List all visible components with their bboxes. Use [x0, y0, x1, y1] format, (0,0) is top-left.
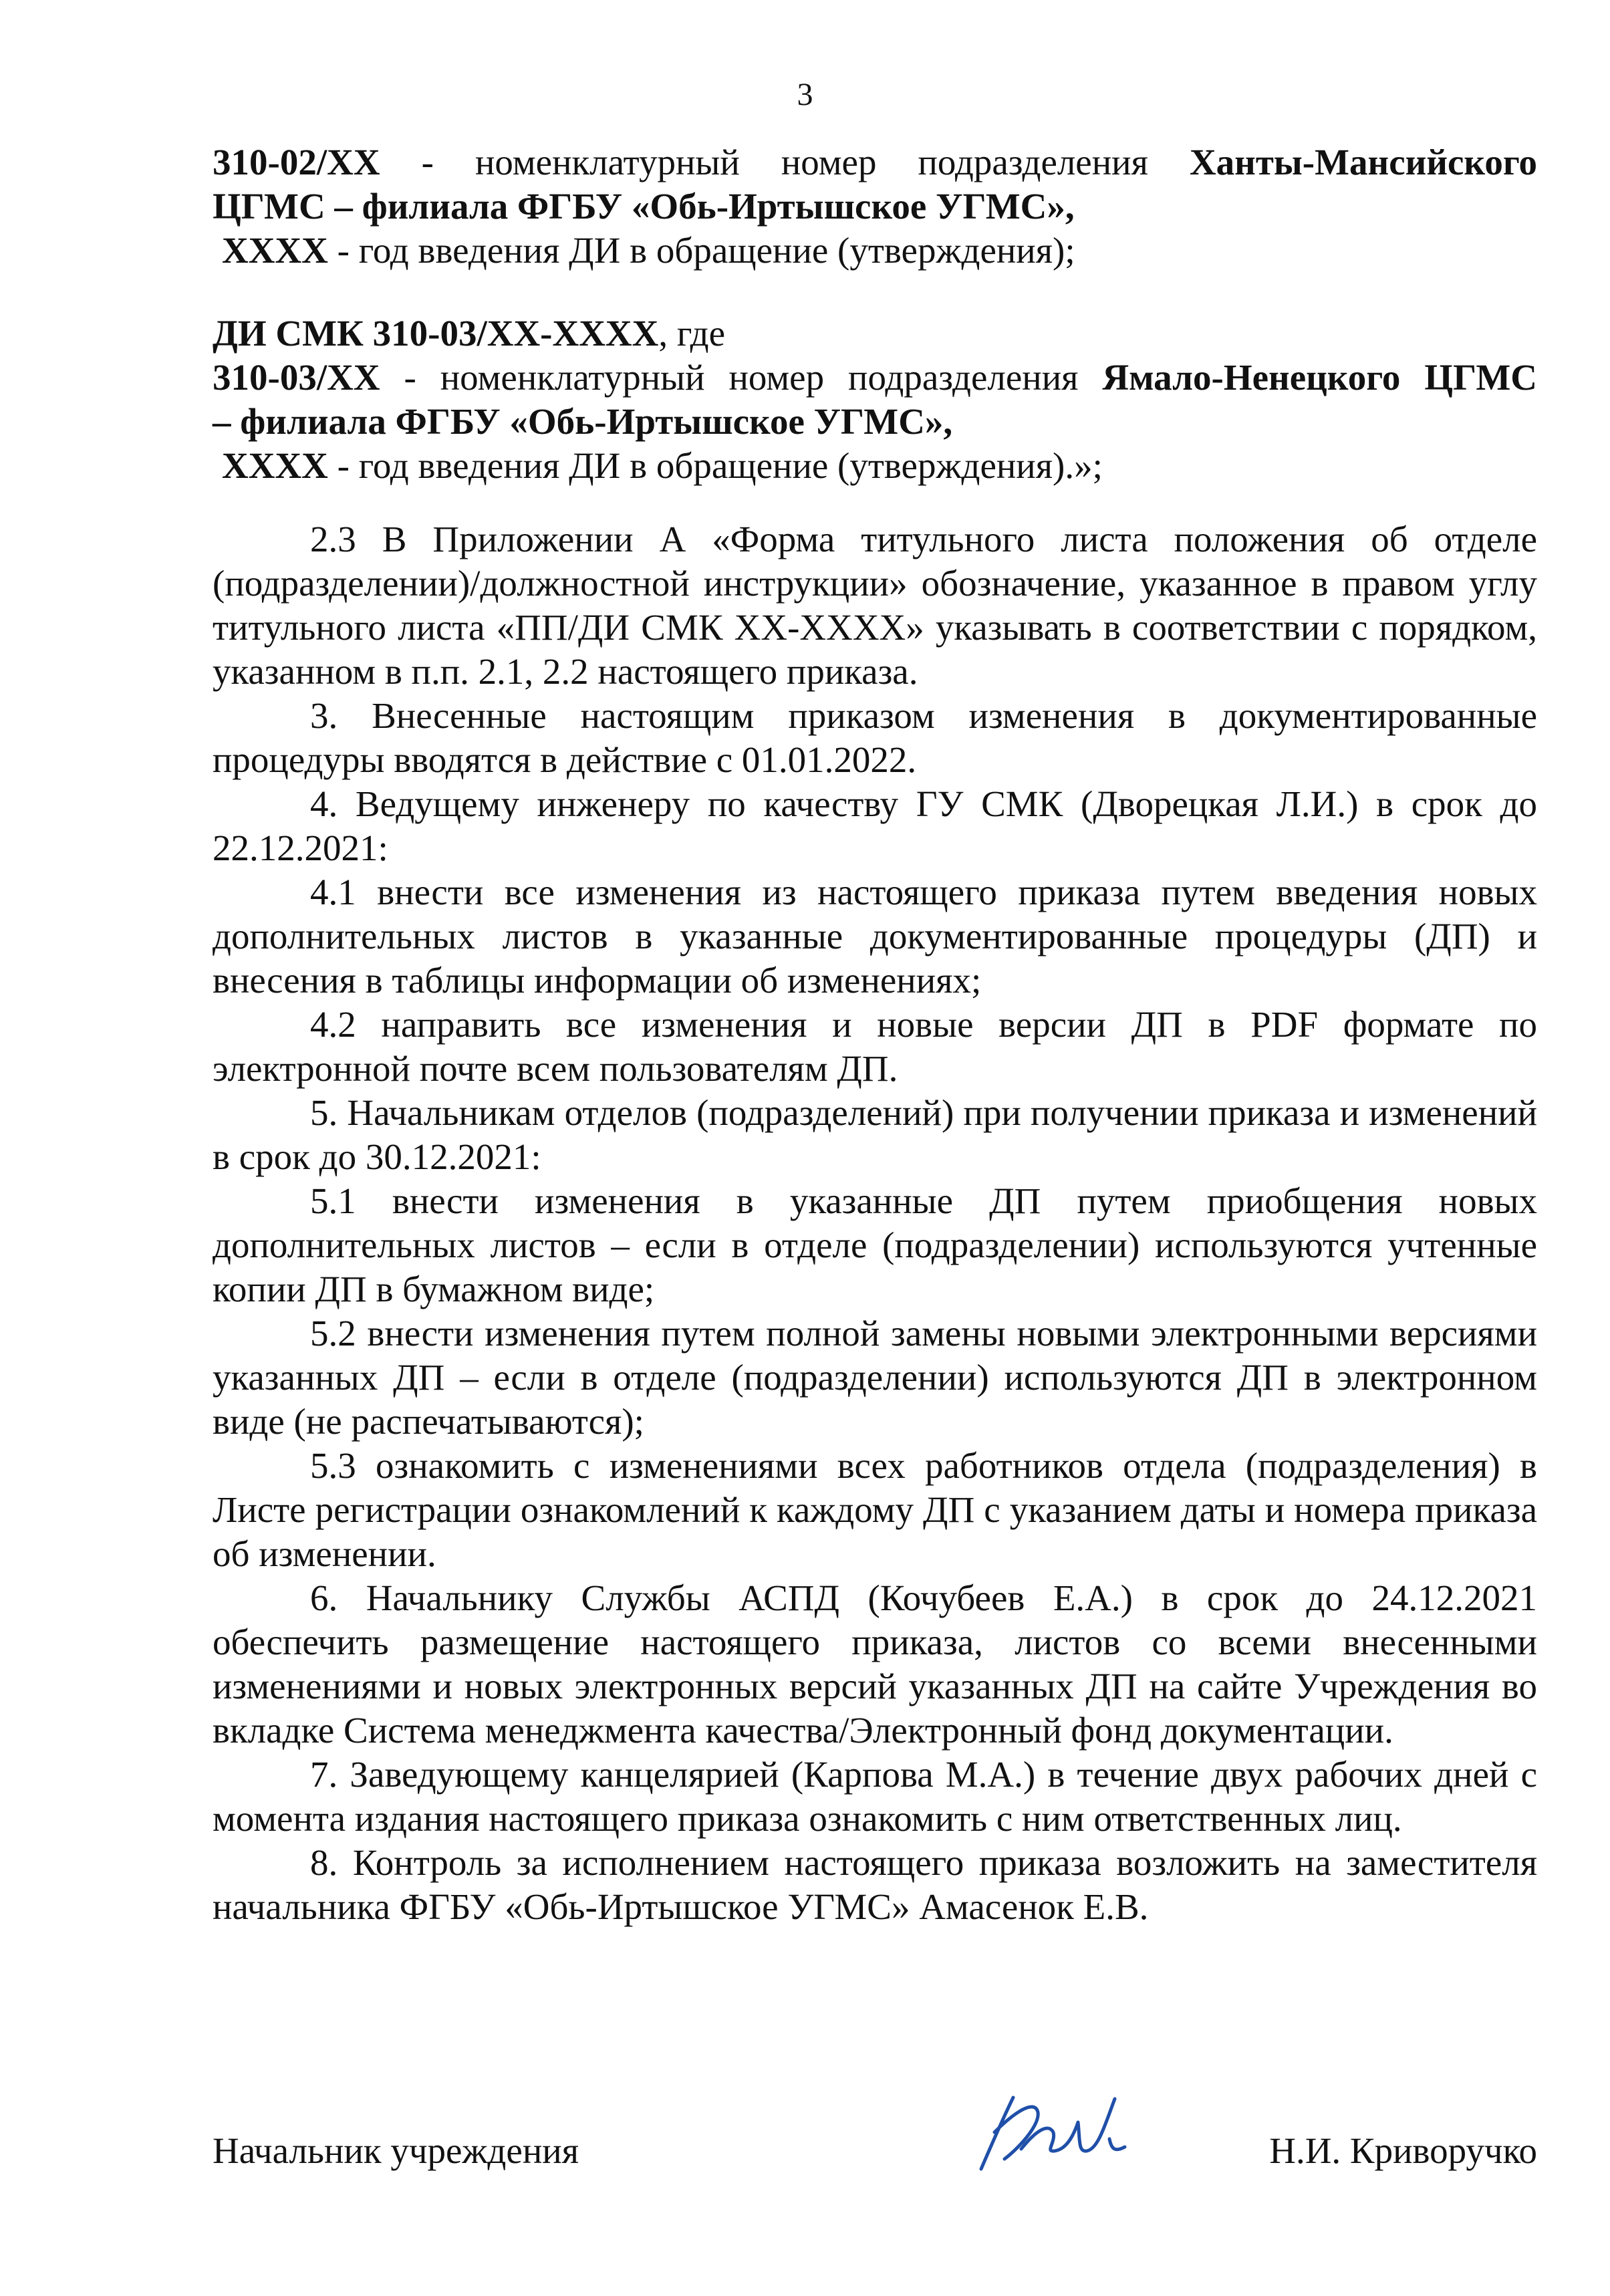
subdivision-name-cont: – филиала ФГБУ «Обь-Иртышское УГМС»,	[213, 401, 953, 442]
year-code: XXXX	[222, 230, 328, 271]
section-filial-yanao	[213, 311, 1537, 488]
page-number: 3	[797, 77, 813, 112]
paragraph-5-2: 5.2 внести изменения путем полной замены новыми электронными версиями указанных ДП – если в отделе (подразделении) используются ДП в электронном виде (не распечатываются);	[213, 1313, 1537, 1442]
section-b-line-3	[213, 400, 1537, 444]
paragraph-8: 8. Контроль за исполнением настоящего приказа возложить на заместителя начальника ФГБУ «Обь-Иртышское УГМС» Амасенок Е.В.	[213, 1842, 1537, 1927]
section-a-line-3	[213, 229, 1537, 273]
handwritten-signature	[954, 2085, 1128, 2186]
subdivision-name-cont: ЦГМС – филиала ФГБУ «Обь-Иртышское УГМС»,	[213, 186, 1075, 227]
di-code: ДИ СМК 310-03/XX-XXXX	[213, 313, 659, 354]
document-body	[213, 140, 1537, 1929]
year-description: - год введения ДИ в обращение (утверждения);	[327, 230, 1075, 271]
paragraph-4-1: 4.1 внести все изменения из настоящего приказа путем введения новых дополнительных листов в указанные документированные процедуры (ДП) и внесения в таблицы информации об изменениях;	[213, 872, 1537, 1001]
signature-block	[213, 2092, 1537, 2199]
paragraph-5-1: 5.1 внести изменения в указанные ДП путем приобщения новых дополнительных листов – если в отделе (подразделении) используются учтенные копии ДП в бумажном виде;	[213, 1180, 1537, 1309]
section-a-line-1	[213, 140, 1537, 184]
subdivision-code: 310-02/XX	[213, 142, 380, 182]
section-a-line-2	[213, 184, 1537, 229]
subdivision-name: Ханты-Мансийского	[1189, 142, 1537, 182]
section-filial-hmao	[213, 140, 1537, 273]
signatory-name: Н.И. Криворучко	[1269, 2130, 1537, 2171]
section-b-line-4	[213, 444, 1537, 488]
section-b-line-1	[213, 311, 1537, 356]
year-code: XXXX	[222, 445, 328, 486]
section-b-line-2	[213, 356, 1537, 400]
subdivision-name: Ямало-Ненецкого ЦГМС	[1102, 357, 1537, 398]
paragraph-4: 4. Ведущему инженеру по качеству ГУ СМК (Дворецкая Л.И.) в срок до 22.12.2021:	[213, 783, 1537, 868]
code-description: - номенклатурный номер подразделения	[380, 142, 1190, 182]
paragraph-2-3: 2.3 В Приложении А «Форма титульного листа положения об отделе (подразделении)/должностной инструкции» обозначение, указанное в правом углу титульного листа «ПП/ДИ СМК XX-XXXX» указывать в соответствии с порядком, указанном в п.п. 2.1, 2.2 настоящего приказа.	[213, 519, 1537, 692]
paragraph-7: 7. Заведующему канцелярией (Карпова М.А.) в течение двух рабочих дней с момента издания настоящего приказа ознакомить с ним ответственных лиц.	[213, 1754, 1537, 1839]
year-description: - год введения ДИ в обращение (утверждения).»;	[327, 445, 1103, 486]
paragraph-5: 5. Начальникам отделов (подразделений) при получении приказа и изменений в срок до 30.12.2021:	[213, 1092, 1537, 1177]
signatory-position: Начальник учреждения	[213, 2130, 579, 2171]
paragraph-3: 3. Внесенные настоящим приказом изменения в документированные процедуры вводятся в действие с 01.01.2022.	[213, 695, 1537, 780]
code-description: - номенклатурный номер подразделения	[380, 357, 1103, 398]
paragraph-6: 6. Начальнику Службы АСПД (Кочубеев Е.А.) в срок до 24.12.2021 обеспечить размещение настоящего приказа, листов со всеми внесенными изменениями и новых электронных версий указанных ДП на сайте Учреждения во вкладке Система менеджмента качества/Электронный фонд документации.	[213, 1577, 1537, 1751]
signature-stroke	[981, 2097, 1125, 2169]
paragraph-5-3: 5.3 ознакомить с изменениями всех работников отдела (подразделения) в Листе регистрации ознакомлений к каждому ДП с указанием даты и номера приказа об изменении.	[213, 1445, 1537, 1574]
paragraph-4-2: 4.2 направить все изменения и новые версии ДП в PDF формате по электронной почте всем пользователям ДП.	[213, 1004, 1537, 1089]
di-code-suffix: , где	[658, 313, 726, 354]
subdivision-code: 310-03/XX	[213, 357, 380, 398]
